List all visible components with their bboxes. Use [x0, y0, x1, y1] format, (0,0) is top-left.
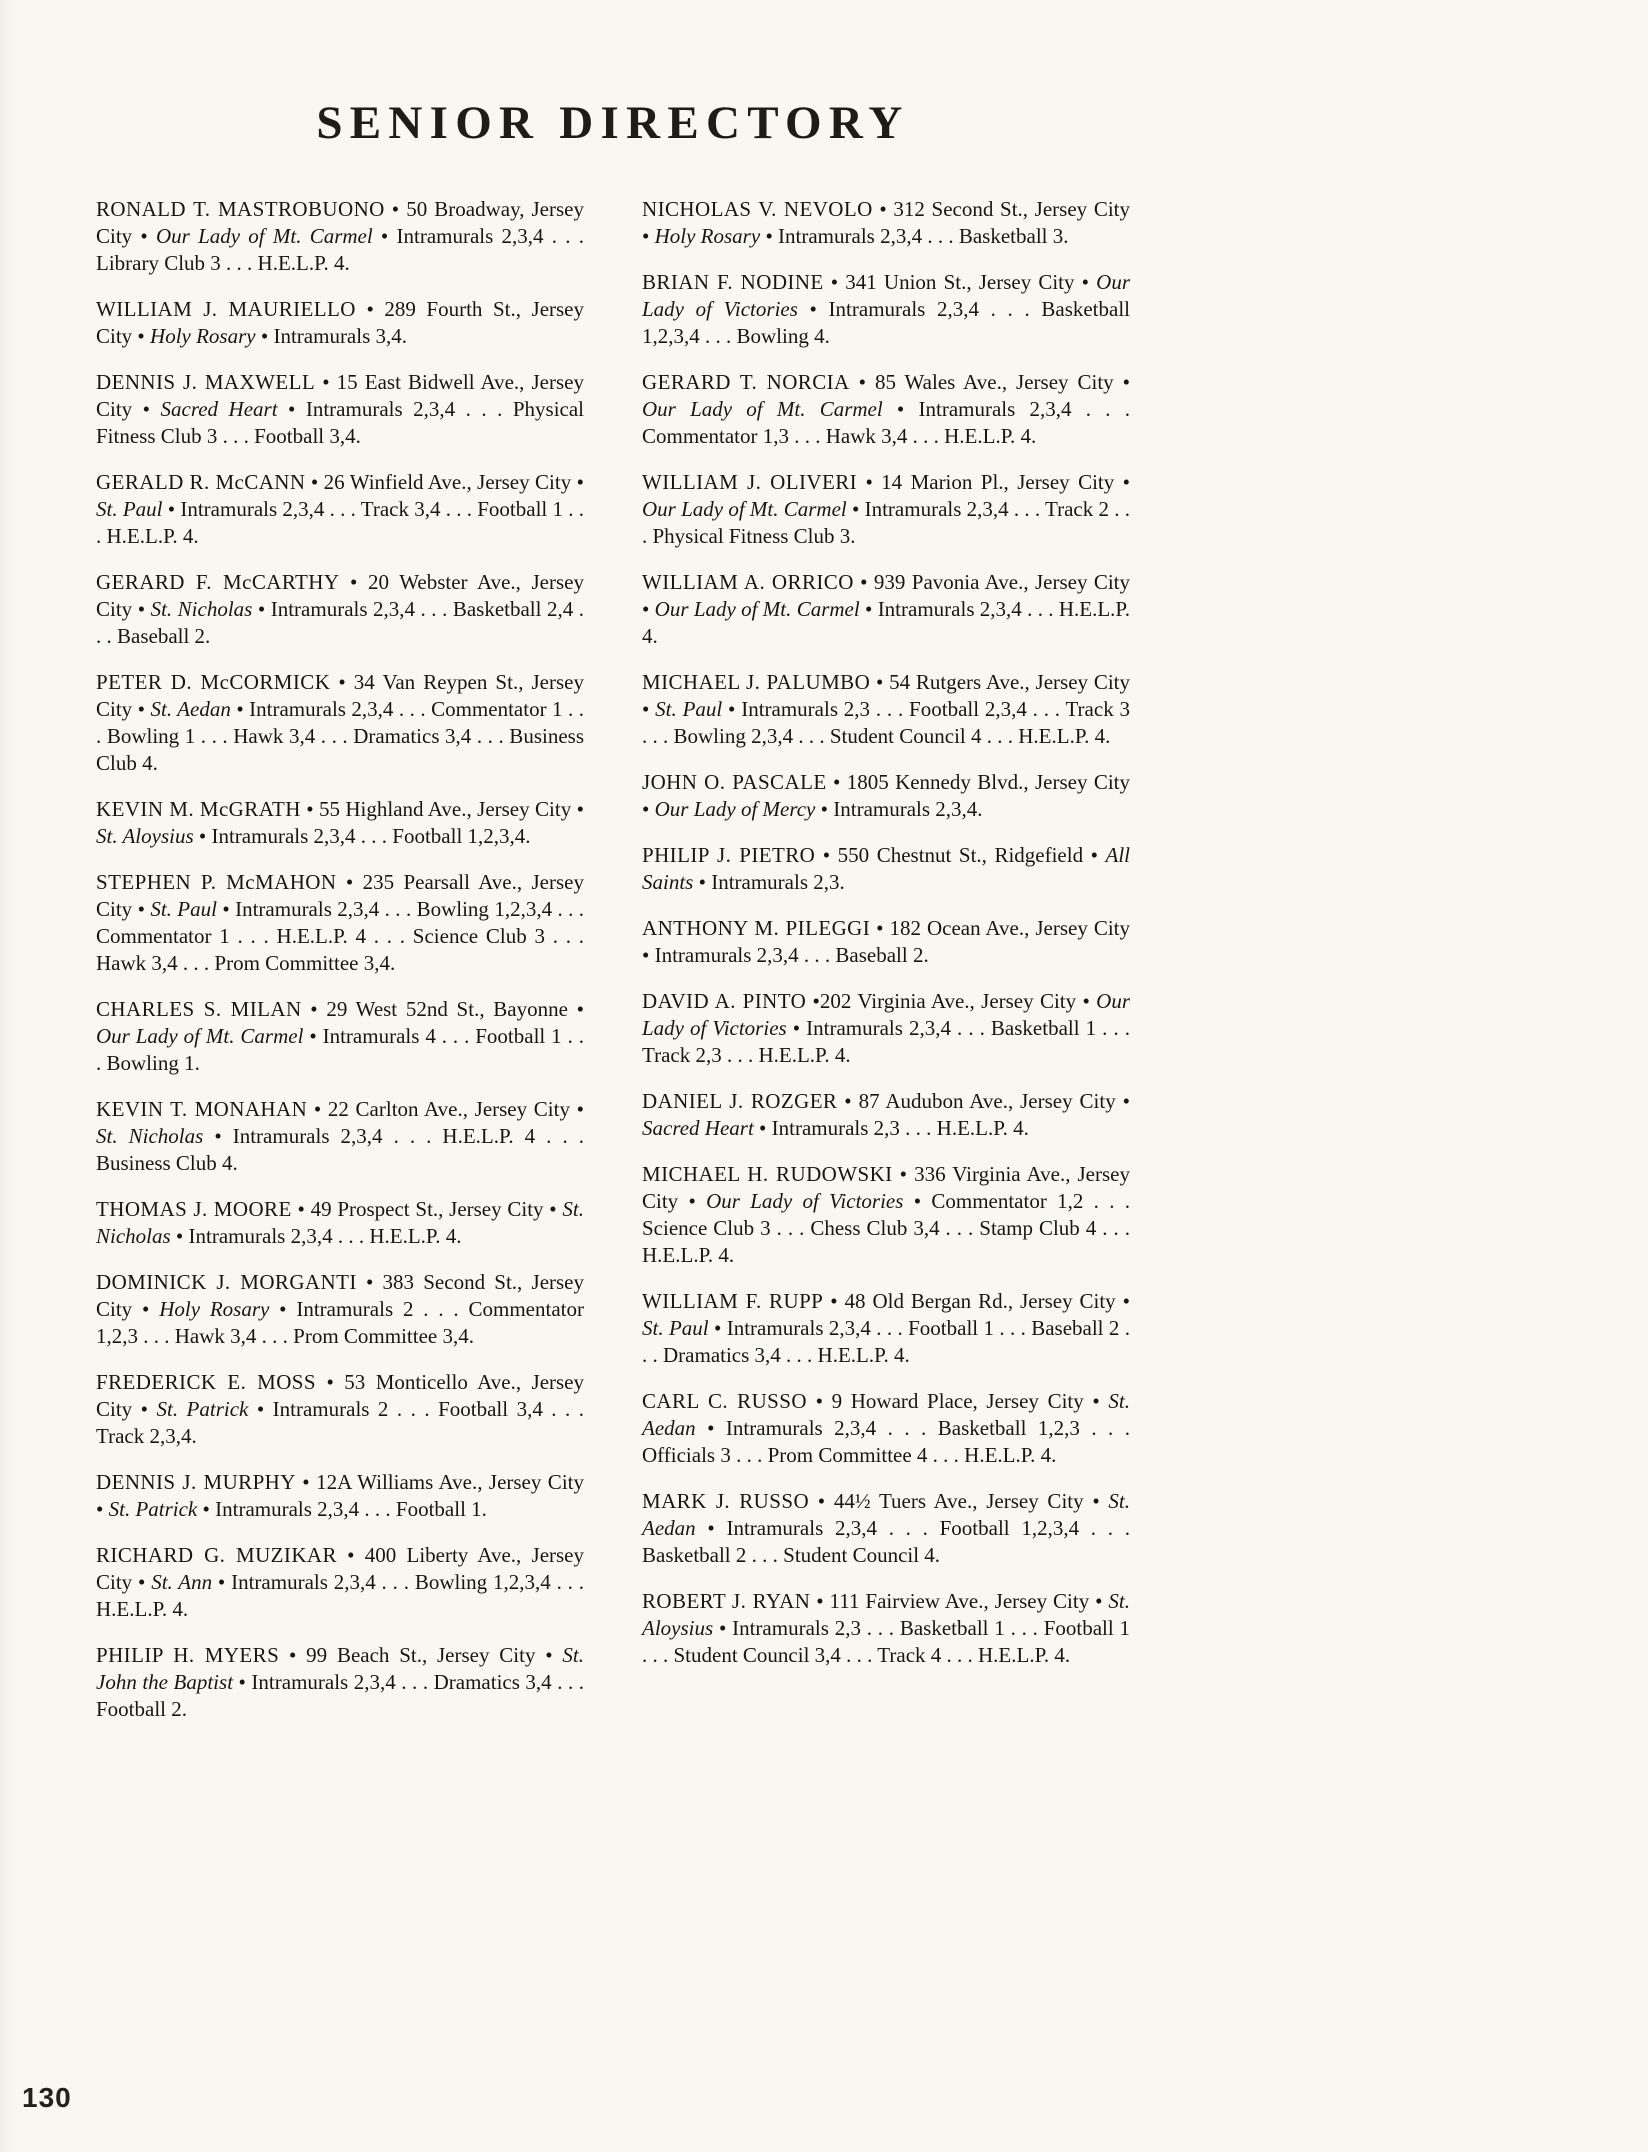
entry-text: • 14 Marion Pl., Jersey City •: [857, 470, 1130, 494]
directory-entry: [642, 1388, 1130, 1469]
student-name: GERALD R. McCANN: [96, 470, 306, 494]
student-name: DOMINICK J. MORGANTI: [96, 1270, 357, 1294]
entry-text: • Intramurals 2,3,4 . . . Basketball 2,4 . . . Baseball 2.: [96, 597, 585, 648]
entry-text: • Intramurals 2,3,4.: [815, 797, 983, 821]
student-name: ROBERT J. RYAN: [642, 1589, 811, 1613]
entry-text: • Intramurals 2,3 . . . Basketball 1 . . . Football 1 . . . Student Council 3,4 . . . Track 4 . . . H.E.L.P. 4.: [642, 1616, 1130, 1667]
entry-text: • 20 Webster Ave., Jersey City •: [96, 570, 584, 621]
directory-entry: [96, 1269, 584, 1350]
entry-text: • 182 Ocean Ave., Jersey City • Intramurals 2,3,4 . . . Baseball 2.: [642, 916, 1130, 967]
directory-entry: [642, 469, 1130, 550]
entry-text: • Intramurals 2,3,4 . . . Track 3,4 . . . Football 1 . . . H.E.L.P. 4.: [96, 497, 584, 548]
entry-text: • 312 Second St., Jersey City •: [642, 197, 1130, 248]
entry-text: • 550 Chestnut St., Ridgefield •: [815, 843, 1106, 867]
entry-text: • 336 Virginia Ave., Jersey City •: [642, 1162, 1130, 1213]
entry-text: • Intramurals 2,3.: [693, 870, 845, 894]
student-name: WILLIAM J. MAURIELLO: [96, 297, 356, 321]
page-title: SENIOR DIRECTORY: [316, 97, 910, 149]
entry-text: • Intramurals 2,3,4 . . . Track 2 . . . Physical Fitness Club 3.: [642, 497, 1130, 548]
parish-name: St. Paul: [150, 897, 217, 921]
entry-text: • 26 Winfield Ave., Jersey City •: [305, 470, 584, 494]
entry-text: • 54 Rutgers Ave., Jersey City •: [642, 670, 1130, 721]
entry-text: • Intramurals 2,3,4 . . . Football 1,2,3,4.: [193, 824, 531, 848]
entry-text: • Intramurals 2,3,4 . . . Football 1.: [197, 1497, 487, 1521]
student-name: RICHARD G. MUZIKAR: [96, 1543, 337, 1567]
entry-text: • 22 Carlton Ave., Jersey City •: [307, 1097, 584, 1121]
entry-text: • Intramurals 2,3,4 . . . H.E.L.P. 4 . . . Business Club 4.: [96, 1124, 584, 1175]
entry-text: • 85 Wales Ave., Jersey City •: [849, 370, 1130, 394]
left-column: [96, 196, 584, 1742]
student-name: CHARLES S. MILAN: [96, 997, 302, 1021]
parish-name: St. Nicholas: [150, 597, 253, 621]
student-name: MICHAEL J. PALUMBO: [642, 670, 871, 694]
parish-name: Sacred Heart: [642, 1116, 754, 1140]
directory-entry: [96, 196, 584, 277]
entry-text: • 383 Second St., Jersey City •: [96, 1270, 584, 1321]
directory-entry: [96, 296, 584, 350]
parish-name: St. Ann: [151, 1570, 213, 1594]
directory-entry: [96, 1469, 584, 1523]
directory-entry: [642, 269, 1130, 350]
directory-entry: [642, 1488, 1130, 1569]
parish-name: St. Aedan: [150, 697, 231, 721]
entry-text: • Intramurals 2,3,4 . . . H.E.L.P. 4.: [642, 597, 1130, 648]
student-name: WILLIAM F. RUPP: [642, 1289, 824, 1313]
student-name: STEPHEN P. McMAHON: [96, 870, 337, 894]
parish-name: St. Paul: [96, 497, 163, 521]
entry-text: • Intramurals 2,3,4 . . . Football 1 . . . Baseball 2 . . . Dramatics 3,4 . . . H.E.L.P. 4.: [642, 1316, 1131, 1367]
student-name: DANIEL J. ROZGER: [642, 1089, 838, 1113]
entry-text: • 50 Broadway, Jersey City •: [96, 197, 584, 248]
directory-entry: [642, 1288, 1130, 1369]
directory-entry: [96, 996, 584, 1077]
entry-text: • Intramurals 2 . . . Football 3,4 . . . Track 2,3,4.: [96, 1397, 584, 1448]
student-name: RONALD T. MASTROBUONO: [96, 197, 385, 221]
parish-name: St. Nicholas: [96, 1197, 584, 1248]
parish-name: Our Lady of Mt. Carmel: [642, 497, 847, 521]
student-name: CARL C. RUSSO: [642, 1389, 807, 1413]
entry-text: • Intramurals 2,3 . . . Football 2,3,4 . . . Track 3 . . . Bowling 2,3,4 . . . Student Council 4 . . . H.E.L.P. 4.: [642, 697, 1131, 748]
entry-text: • 111 Fairview Ave., Jersey City •: [810, 1589, 1109, 1613]
entry-text: • Intramurals 3,4.: [255, 324, 408, 348]
directory-entry: [96, 569, 584, 650]
directory-entry: [642, 1088, 1130, 1142]
entry-text: • 29 West 52nd St., Bayonne •: [301, 997, 584, 1021]
parish-name: St. Aloysius: [96, 824, 194, 848]
entry-text: • 53 Monticello Ave., Jersey City •: [96, 1370, 584, 1421]
entry-text: • Intramurals 2,3,4 . . . Commentator 1,3 . . . Hawk 3,4 . . . H.E.L.P. 4.: [642, 397, 1130, 448]
parish-name: St. Aloysius: [642, 1589, 1130, 1640]
entry-text: • 235 Pearsall Ave., Jersey City •: [96, 870, 584, 921]
entry-text: • Intramurals 2,3 . . . H.E.L.P. 4.: [753, 1116, 1029, 1140]
parish-name: St. Patrick: [156, 1397, 249, 1421]
student-name: DAVID A. PINTO: [642, 989, 807, 1013]
student-name: FREDERICK E. MOSS: [96, 1370, 316, 1394]
directory-entry: [96, 1542, 584, 1623]
student-name: KEVIN M. McGRATH: [96, 797, 301, 821]
student-name: GERARD F. McCARTHY: [96, 570, 340, 594]
entry-text: • 99 Beach St., Jersey City •: [279, 1643, 563, 1667]
directory-entry: [642, 988, 1130, 1069]
parish-name: Our Lady of Mercy: [654, 797, 816, 821]
directory-entry: [642, 1588, 1130, 1669]
student-name: PHILIP H. MYERS: [96, 1643, 280, 1667]
directory-entry: [642, 569, 1130, 650]
directory-entry: [642, 1161, 1130, 1269]
entry-text: • 1805 Kennedy Blvd., Jersey City •: [642, 770, 1131, 821]
entry-text: • 48 Old Bergan Rd., Jersey City •: [823, 1289, 1130, 1313]
directory-entry: [96, 369, 584, 450]
entry-text: • Intramurals 2,3,4 . . . Basketball 1 . . . Track 2,3 . . . H.E.L.P. 4.: [642, 1016, 1130, 1067]
student-name: DENNIS J. MAXWELL: [96, 370, 316, 394]
student-name: THOMAS J. MOORE: [96, 1197, 292, 1221]
directory-entry: [96, 796, 584, 850]
parish-name: Our Lady of Mt. Carmel: [642, 397, 883, 421]
directory-columns: [96, 196, 1130, 1742]
entry-text: • Intramurals 2,3,4 . . . Basketball 3.: [760, 224, 1069, 248]
entry-text: • 44½ Tuers Ave., Jersey City •: [809, 1489, 1109, 1513]
directory-entry: [96, 1642, 584, 1723]
entry-text: • 9 Howard Place, Jersey City •: [806, 1389, 1109, 1413]
student-name: KEVIN T. MONAHAN: [96, 1097, 308, 1121]
parish-name: Sacred Heart: [160, 397, 278, 421]
student-name: JOHN O. PASCALE: [642, 770, 827, 794]
page-number: 130: [22, 2082, 72, 2113]
entry-text: • 289 Fourth St., Jersey City •: [96, 297, 584, 348]
parish-name: Our Lady of Mt. Carmel: [96, 1024, 304, 1048]
entry-text: • Intramurals 2,3,4 . . . Bowling 1,2,3,4 . . . Commentator 1 . . . H.E.L.P. 4 . . . Science Club 3 . . . Hawk 3,4 . . . Prom Committee 3,4.: [96, 897, 584, 975]
student-name: MARK J. RUSSO: [642, 1489, 810, 1513]
entry-text: • Intramurals 2,3,4 . . . Commentator 1 . . . Bowling 1 . . . Hawk 3,4 . . . Dramatics 3,4 . . . Business Club 4.: [96, 697, 585, 775]
parish-name: St. John the Baptist: [96, 1643, 584, 1694]
entry-text: •202 Virginia Ave., Jersey City •: [806, 989, 1097, 1013]
entry-text: • 12A Williams Ave., Jersey City •: [96, 1470, 584, 1521]
entry-text: • Intramurals 2,3,4 . . . Library Club 3 . . . H.E.L.P. 4.: [96, 224, 584, 275]
page-content: [96, 0, 1130, 1742]
entry-text: • 34 Van Reypen St., Jersey City •: [96, 670, 584, 721]
entry-text: • Intramurals 2 . . . Commentator 1,2,3 . . . Hawk 3,4 . . . Prom Committee 3,4.: [96, 1297, 584, 1348]
directory-entry: [96, 1196, 584, 1250]
directory-entry: [642, 669, 1130, 750]
entry-text: • Intramurals 2,3,4 . . . Dramatics 3,4 . . . Football 2.: [96, 1670, 584, 1721]
student-name: WILLIAM A. ORRICO: [642, 570, 854, 594]
parish-name: All Saints: [642, 843, 1130, 894]
entry-text: • 939 Pavonia Ave., Jersey City •: [642, 570, 1130, 621]
entry-text: • 87 Audubon Ave., Jersey City •: [837, 1089, 1130, 1113]
directory-entry: [642, 196, 1130, 250]
entry-text: • Intramurals 2,3,4 . . . Physical Fitness Club 3 . . . Football 3,4.: [96, 397, 585, 448]
entry-text: • Intramurals 2,3,4 . . . Basketball 1,2,3,4 . . . Bowling 4.: [642, 297, 1131, 348]
parish-name: Holy Rosary: [150, 324, 256, 348]
directory-entry: [642, 915, 1130, 969]
parish-name: Holy Rosary: [654, 224, 761, 248]
directory-entry: [96, 469, 584, 550]
student-name: PETER D. McCORMICK: [96, 670, 331, 694]
directory-entry: [96, 1369, 584, 1450]
parish-name: St. Paul: [655, 697, 723, 721]
directory-entry: [642, 769, 1130, 823]
entry-text: • 15 East Bidwell Ave., Jersey City •: [96, 370, 584, 421]
parish-name: Our Lady of Mt. Carmel: [654, 597, 860, 621]
directory-entry: [96, 669, 584, 777]
student-name: GERARD T. NORCIA: [642, 370, 850, 394]
entry-text: • Intramurals 2,3,4 . . . Bowling 1,2,3,4 . . . H.E.L.P. 4.: [96, 1570, 584, 1621]
parish-name: Our Lady of Victories: [642, 989, 1130, 1040]
entry-text: • 341 Union St., Jersey City •: [823, 270, 1097, 294]
right-column: [642, 196, 1130, 1688]
parish-name: St. Paul: [642, 1316, 709, 1340]
student-name: WILLIAM J. OLIVERI: [642, 470, 858, 494]
directory-entry: [96, 869, 584, 977]
student-name: NICHOLAS V. NEVOLO: [642, 197, 873, 221]
directory-entry: [96, 1096, 584, 1177]
student-name: MICHAEL H. RUDOWSKI: [642, 1162, 893, 1186]
entry-text: • Intramurals 4 . . . Football 1 . . . Bowling 1.: [96, 1024, 584, 1075]
student-name: BRIAN F. NODINE: [642, 270, 824, 294]
entry-text: • 400 Liberty Ave., Jersey City •: [96, 1543, 585, 1594]
student-name: DENNIS J. MURPHY: [96, 1470, 296, 1494]
parish-name: Our Lady of Victories: [706, 1189, 904, 1213]
parish-name: Our Lady of Mt. Carmel: [156, 224, 373, 248]
parish-name: St. Patrick: [108, 1497, 198, 1521]
entry-text: • 49 Prospect St., Jersey City •: [291, 1197, 563, 1221]
entry-text: • Intramurals 2,3,4 . . . Football 1,2,3,4 . . . Basketball 2 . . . Student Council 4.: [642, 1516, 1130, 1567]
directory-entry: [642, 842, 1130, 896]
parish-name: St. Nicholas: [96, 1124, 204, 1148]
student-name: PHILIP J. PIETRO: [642, 843, 816, 867]
entry-text: • Intramurals 2,3,4 . . . H.E.L.P. 4.: [170, 1224, 462, 1248]
entry-text: • Intramurals 2,3,4 . . . Basketball 1,2,3 . . . Officials 3 . . . Prom Committee 4 . . . H.E.L.P. 4.: [642, 1416, 1130, 1467]
parish-name: St. Aedan: [642, 1489, 1131, 1540]
entry-text: • Commentator 1,2 . . . Science Club 3 . . . Chess Club 3,4 . . . Stamp Club 4 . . . H.E.L.P. 4.: [642, 1189, 1130, 1267]
directory-entry: [642, 369, 1130, 450]
parish-name: Holy Rosary: [159, 1297, 270, 1321]
entry-text: • 55 Highland Ave., Jersey City •: [300, 797, 584, 821]
parish-name: Our Lady of Victories: [642, 270, 1130, 321]
parish-name: St. Aedan: [642, 1389, 1130, 1440]
student-name: ANTHONY M. PILEGGI: [642, 916, 871, 940]
